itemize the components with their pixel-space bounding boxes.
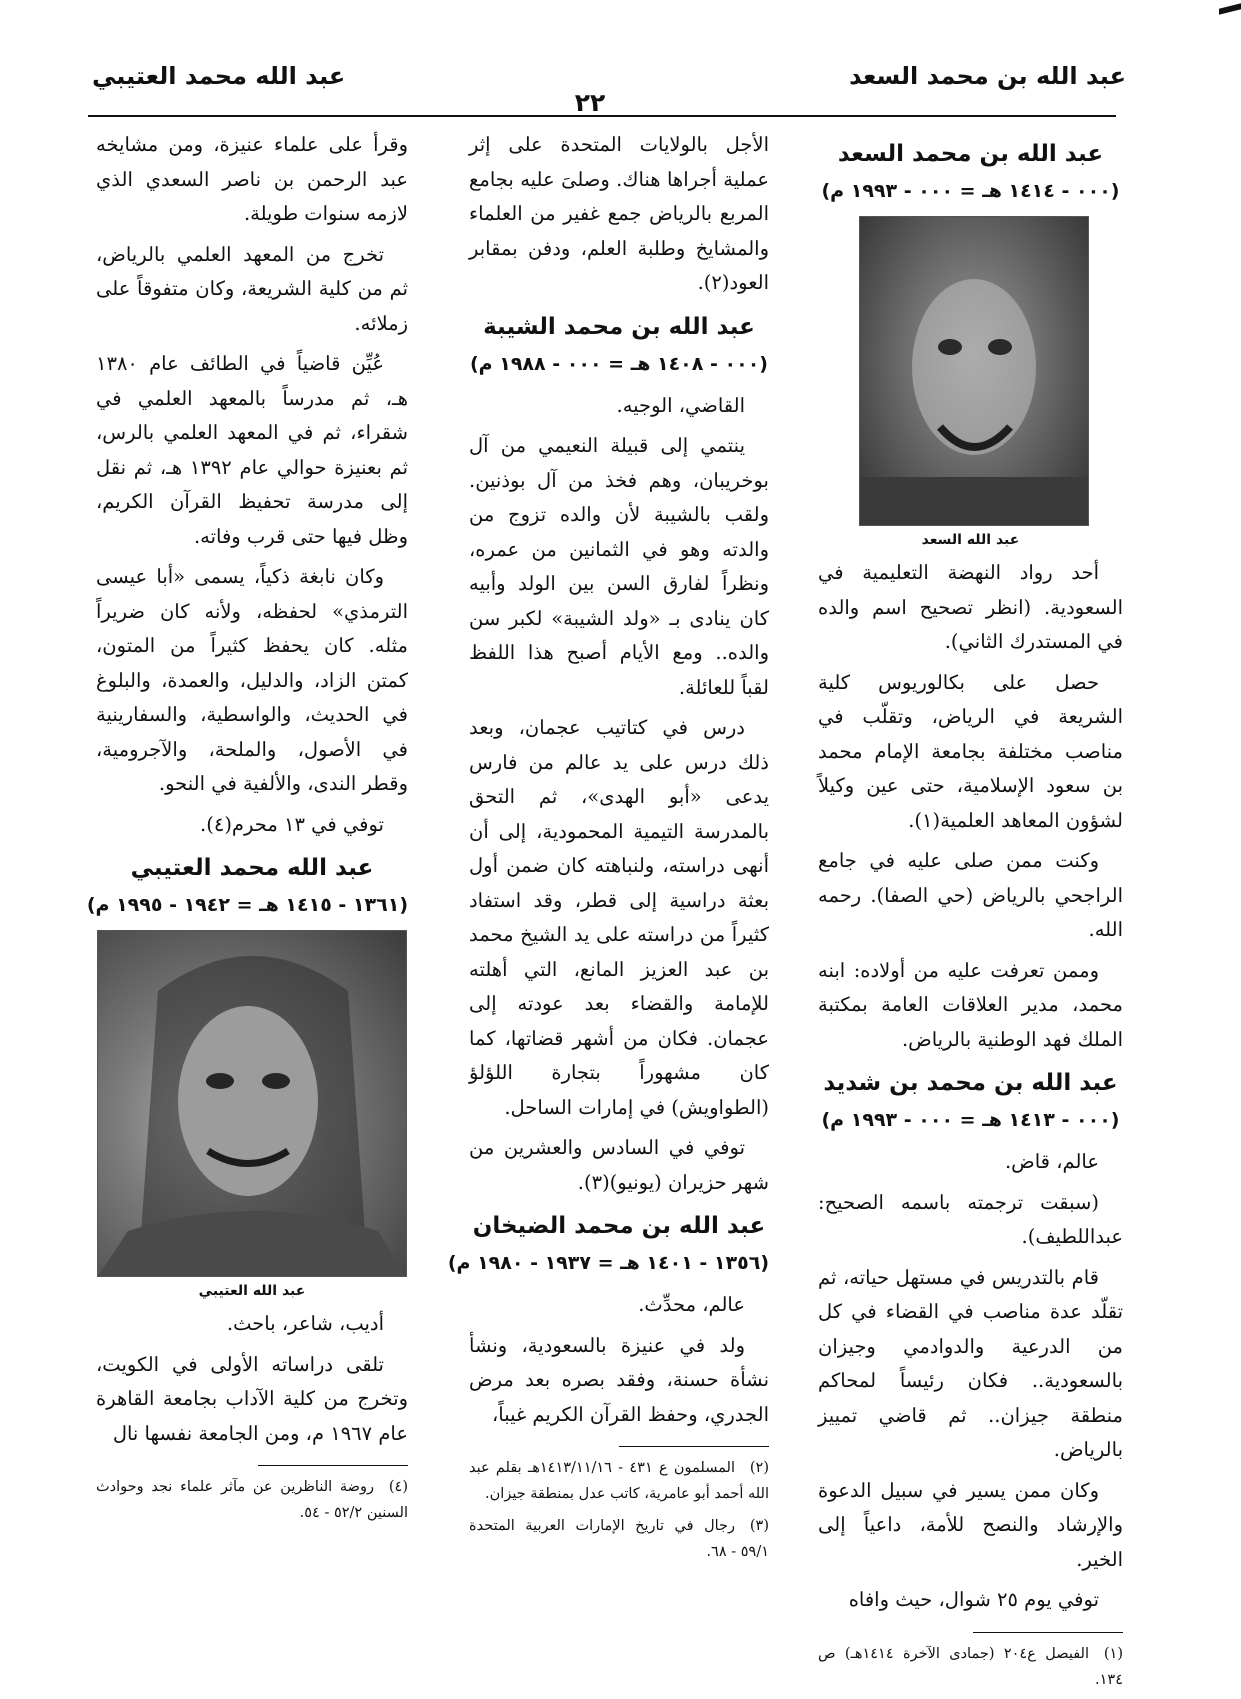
scan-corner-mark	[1219, 3, 1241, 14]
paragraph: الأجل بالولايات المتحدة على إثر عملية أجراها هناك. وصلىَ عليه بجامع المربع بالرياض جمع غفير من العلماء والمشايخ وطلبة العلم، ودفن بمقابر العود(٢).	[469, 133, 769, 294]
paragraph: عالم، محدِّث.	[638, 1293, 745, 1316]
entry-dates: (٠٠٠ - ١٤١٤ هـ = ٠٠٠ - ١٩٩٣ م)	[821, 180, 1120, 202]
portrait-silhouette-icon	[98, 931, 406, 1276]
footnote-rule	[973, 1632, 1123, 1633]
footnote-rule	[258, 1465, 408, 1466]
footnote	[469, 1455, 769, 1507]
portrait-silhouette-icon	[860, 217, 1088, 525]
entry-title: عبد الله بن محمد السعد	[837, 141, 1104, 167]
paragraph: حصل على بكالوريوس كلية الشريعة في الرياض، وتقلّب في مناصب مختلفة بجامعة الإمام محمد بن سعود الإسلامية، حتى عين وكيلاً لشؤون المعاهد العلمية(١).	[818, 670, 1123, 832]
paragraph: وكنت ممن صلى عليه في جامع الراجحي بالرياض (حي الصفا). رحمه الله.	[818, 849, 1123, 941]
column-left	[86, 128, 409, 1532]
paragraph: القاضي، الوجيه.	[616, 393, 745, 417]
footnote-number: (٤)	[388, 1479, 408, 1495]
footnote-number: (١)	[1103, 1645, 1123, 1662]
paragraph: ولد في عنيزة بالسعودية، ونشأ نشأة حسنة، وفقد بصره بعد مرض الجدري، وحفظ القرآن الكريم غيباً،	[469, 1333, 769, 1426]
paragraph: تخرج من المعهد العلمي بالرياض، ثم من كلية الشريعة، وكان متفوقاً على زملائه.	[96, 242, 408, 335]
portrait-photo	[97, 930, 407, 1277]
footnote-rule	[619, 1446, 769, 1447]
paragraph: توفي في ١٣ محرم(٤).	[200, 812, 384, 836]
paragraph: وقرأ على علماء عنيزة، ومن مشايخه عبد الرحمن بن ناصر السعدي الذي لازمه سنوات طويلة.	[96, 133, 408, 225]
paragraph: وكان نابغة ذكياً، يسمى «أبا عيسى الترمذي» لحفظه، ولأنه كان ضريراً مثله. كان يحفظ كثيراً من المتون، كمتن الزاد، والدليل، والعمدة، والبلوغ في الحديث، والواسطية، والسفارينية في الأصول، والملحة، والآجرومية، وقطر الندى، والألفية في النحو.	[96, 565, 408, 795]
paragraph: درس في كتاتيب عجمان، وبعد ذلك درس على يد عالم من فارس يدعى «أبو الهدى»، ثم التحق بالمدرسة التيمية المحمودية، إلى أن أنهى دراسته، ولنباهته كان ضمن أول بعثة دراسية إلى قطر، وقد استفاد كثيراً من دراسته على يد الشيخ محمد بن عبد العزيز المانع، التي أهلته للإمامة والقضاء بعد عودته إلى عجمان. فكان من أشهر قضاتها، كما كان مشهوراً بتجارة اللؤلؤ (الطواويش) في إمارات الساحل.	[469, 716, 769, 1119]
footnote-text: روضة الناظرين عن مآثر علماء نجد وحوادث السنين ٥٢/٢ - ٥٤.	[96, 1479, 408, 1521]
entry-dates: (١٣٥٦ - ١٤٠١ هـ = ١٩٣٧ - ١٩٨٠ م)	[447, 1252, 769, 1274]
entry-title: عبد الله بن محمد بن شديد	[823, 1070, 1118, 1096]
photo-caption: عبد الله العتيبي	[198, 1283, 306, 1299]
portrait-photo	[859, 216, 1089, 526]
running-header-right: عبد الله بن محمد السعد	[849, 62, 1126, 90]
footnote	[818, 1641, 1123, 1693]
footnote-number: (٢)	[749, 1460, 769, 1476]
column-right	[818, 128, 1123, 1699]
entry-title: عبد الله بن محمد الشيبة	[483, 313, 755, 340]
page-number: ٢٢	[574, 88, 606, 117]
paragraph: عُيِّن قاضياً في الطائف عام ١٣٨٠ هـ، ثم مدرساً بالمعهد العلمي في شقراء، ثم في المعهد العلمي بالرس، ثم بعنيزة حوالي عام ١٣٩٢ هـ، ثم نقل إلى مدرسة تحفيظ القرآن الكريم، وظل فيها حتى قرب وفاته.	[96, 352, 409, 548]
entry-title: عبد الله محمد العتيبي	[130, 855, 374, 881]
footnote-text: الفيصل ع٢٠٤ (جمادى الآخرة ١٤١٤هـ) ص ١٣٤.	[818, 1645, 1123, 1688]
paragraph: توفي يوم ٢٥ شوال، حيث وافاه	[848, 1588, 1099, 1611]
paragraph: وكان ممن يسير في سبيل الدعوة والإرشاد والنصح للأمة، داعياً إلى الخير.	[818, 1478, 1123, 1571]
footnote-text: رجال في تاريخ الإمارات العربية المتحدة ٥٩/١ - ٦٨.	[469, 1518, 769, 1560]
paragraph: أحد رواد النهضة التعليمية في السعودية. (انظر تصحيح اسم والده في المستدرك الثاني).	[818, 561, 1123, 653]
footnote	[469, 1513, 769, 1565]
entry-dates: (١٣٦١ - ١٤١٥ هـ = ١٩٤٢ - ١٩٩٥ م)	[86, 894, 408, 916]
running-header-left: عبد الله محمد العتيبي	[92, 62, 346, 90]
footnote-text: المسلمون ع ٤٣١ - ١٤١٣/١١/١٦هـ بقلم عبد الله أحمد أبو عامرية، كاتب عدل بمنطقة جيزان.	[469, 1460, 769, 1502]
paragraph: أديب، شاعر، باحث.	[226, 1312, 384, 1335]
paragraph: تلقى دراساته الأولى في الكويت، وتخرج من كلية الآداب بجامعة القاهرة عام ١٩٦٧ م، ومن الجامعة نفسها نال	[96, 1352, 408, 1445]
column-middle	[447, 128, 769, 1571]
footnote	[96, 1474, 408, 1526]
paragraph: وممن تعرفت عليه من أولاده: ابنه محمد، مدير العلاقات العامة بمكتبة الملك فهد الوطنية بالرياض.	[818, 958, 1123, 1051]
entry-dates: (٠٠٠ - ١٤١٣ هـ = ٠٠٠ - ١٩٩٣ م)	[821, 1109, 1120, 1131]
footnote-number: (٣)	[749, 1518, 769, 1534]
paragraph: (سبقت ترجمته باسمه الصحيح: عبداللطيف).	[818, 1190, 1123, 1248]
paragraph: عالم، قاض.	[1004, 1150, 1099, 1173]
paragraph: قام بالتدريس في مستهل حياته، ثم تقلّد عدة مناصب في القضاء في كل من الدرعية والدوادمي وجيزان بالسعودية.. فكان رئيساً لمحاكم منطقة جيزان.. ثم قاضي تمييز بالرياض.	[818, 1265, 1123, 1461]
paragraph: ينتمي إلى قبيلة النعيمي من آل بوخريبان، وهم فخذ من آل بوذنين. ولقب بالشيبة لأن والده تزوج من والدته وهو في الثمانين من عمره، ونظراً لفارق السن بين الولد وأبيه كان ينادى بـ «ولد الشيبة» لكبر سن والده.. ومع الأيام أصبح هذا اللفظ لقباً للعائلة.	[469, 434, 769, 699]
entry-dates: (٠٠٠ - ١٤٠٨ هـ = ٠٠٠ - ١٩٨٨ م)	[470, 352, 768, 375]
header-rule	[88, 115, 1116, 117]
paragraph: توفي في السادس والعشرين من شهر حزيران (يونيو)(٣).	[469, 1136, 769, 1194]
photo-caption: عبد الله السعد	[921, 532, 1020, 548]
entry-title: عبد الله بن محمد الضيخان	[472, 1213, 766, 1239]
